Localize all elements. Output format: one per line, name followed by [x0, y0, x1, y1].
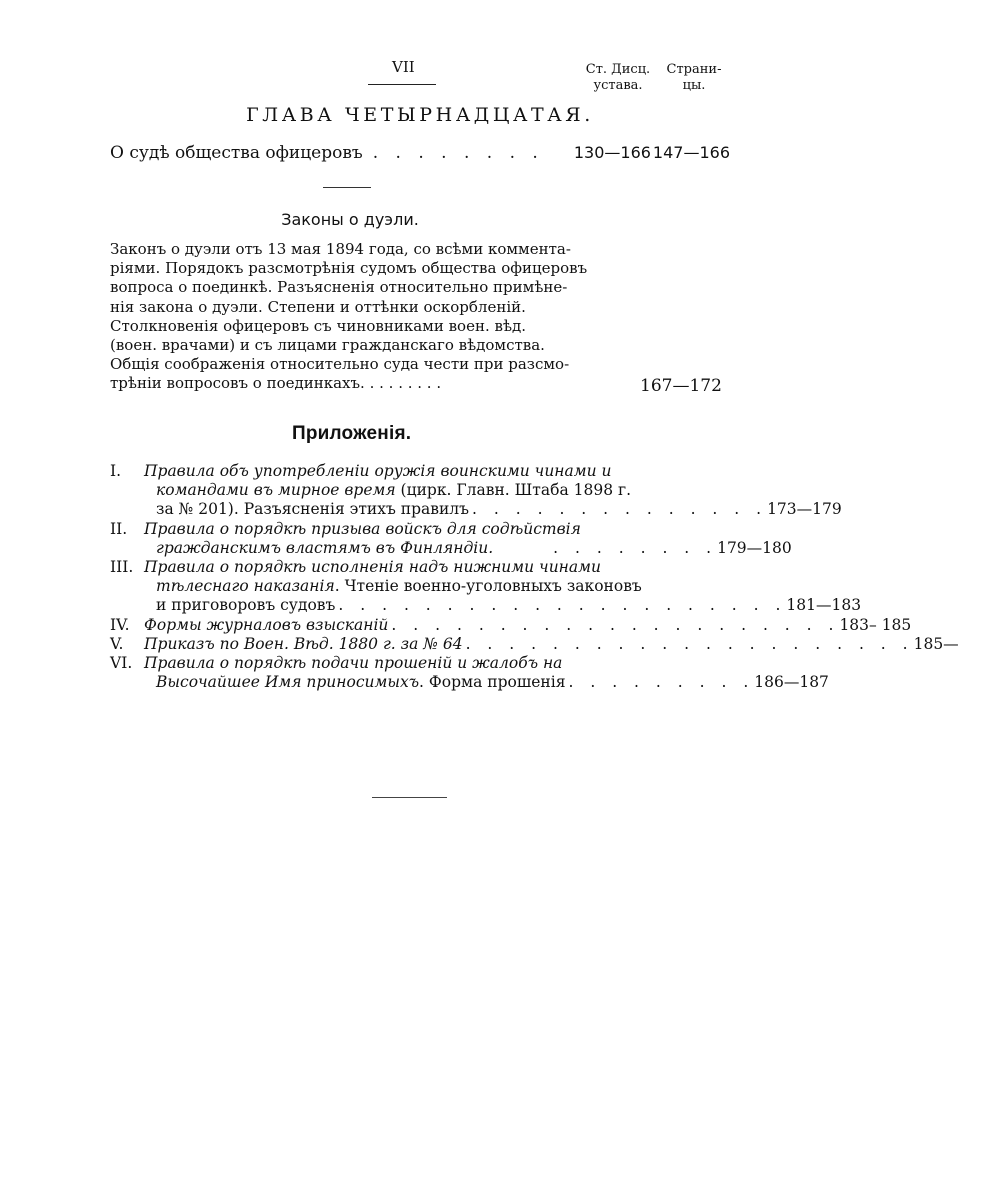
duel-line: Столкновенія офицеровъ съ чиновниками воен. вѣд. — [110, 316, 526, 335]
appendix-number: I. — [110, 462, 122, 480]
appendix-number: IV. — [110, 615, 130, 634]
appendices-heading: Приложенія. — [292, 423, 412, 444]
appendix-pages: 181—183 — [786, 596, 862, 615]
appendix-text: и приговоровъ судовъ — [156, 596, 336, 615]
duel-line: ріями. Порядокъ разсмотрѣнія судомъ общества офицеровъ — [110, 259, 588, 278]
end-rule — [372, 797, 447, 798]
duel-line: нія закона о дуэли. Степени и оттѣнки оскорбленій. — [110, 297, 526, 316]
appendix-pages: 183– 185 — [839, 615, 912, 634]
column-header-articles — [585, 62, 651, 94]
appendix-text: за № 201). Разъясненія этихъ правилъ — [156, 500, 470, 519]
appendix-title-cont: командами въ мирное время — [156, 481, 396, 500]
appendix-item-4: IV. Формы журналовъ взысканій . . . . . . . . . . . . . . . . . . . . . 183– 185 — [110, 616, 732, 635]
appendix-title-cont: тѣлеснаго наказанія — [156, 577, 335, 596]
appendix-title: Правила о порядкѣ исполненія надъ нижними чинами — [144, 558, 601, 577]
column-header-pages-line1: Страни- — [666, 62, 722, 77]
appendix-pages: 173—179 — [767, 500, 842, 519]
appendix-item-3: III. Правила о порядкѣ исполненія надъ нижними чинами тѣлеснаго наказанія. Чтеніе военно-уголовныхъ законовъ и приговоровъ судовъ . . . . . . . . . . . . . . . . . . . . . 181—183 — [110, 558, 732, 616]
appendix-title-cont: Высочайшее Имя приносимыхъ — [156, 673, 420, 692]
appendix-title: Формы журналовъ взысканій — [144, 615, 389, 634]
duel-line: трѣніи вопросовъ о поединкахъ. . . . . . . . . — [110, 374, 442, 393]
page-number: VII — [392, 58, 415, 76]
duel-description — [110, 240, 590, 394]
chapter-entry-articles: 130—166 — [573, 143, 651, 162]
chapter-entry-pages: 147—166 — [652, 143, 730, 162]
appendix-title: Правила объ употребленіи оружія воинскими чинами и — [144, 462, 612, 480]
chapter-entry-text: О судѣ общества офицеровъ — [110, 143, 363, 163]
duel-line: Общія соображенія относительно суда чести при разсмо- — [110, 355, 570, 374]
appendix-pages: 185— — [913, 634, 959, 653]
appendix-note: . Форма прошенія — [419, 673, 566, 692]
chapter-entry — [110, 143, 730, 163]
duel-heading: Законы о дуэли. — [281, 210, 419, 229]
duel-line: (воен. врачами) и съ лицами гражданскаго вѣдомства. — [110, 336, 545, 355]
column-header-pages-line2: цы. — [682, 78, 706, 93]
column-header-articles-line1: Ст. Дисц. — [585, 62, 651, 77]
appendix-pages: 186—187 — [754, 673, 829, 692]
appendix-item-6: VI. Правила о порядкѣ подачи прошеній и жалобъ на Высочайшее Имя приносимыхъ. Форма прошенія . . . . . . . . . 186—187 — [110, 654, 732, 692]
appendix-title: Приказъ по Воен. Вѣд. 1880 г. за № 64 — [144, 634, 463, 653]
chapter-entry-dots: . . . . . . . . — [372, 143, 544, 163]
duel-line: вопроса о поединкѣ. Разъясненія относительно примѣне- — [110, 278, 568, 297]
page-number-rule — [368, 84, 436, 85]
appendix-title: Правила о порядкѣ призыва войскъ для содѣйствія — [144, 519, 581, 538]
appendix-number: VI. — [110, 654, 133, 673]
appendix-pages: 179—180 — [717, 538, 792, 557]
appendix-number: II. — [110, 519, 128, 538]
appendix-note: . Чтеніе военно-уголовныхъ законовъ — [334, 577, 642, 596]
chapter-title: ГЛАВА ЧЕТЫРНАДЦАТАЯ. — [246, 104, 594, 126]
appendix-number: V. — [110, 634, 124, 653]
appendix-list — [110, 462, 959, 692]
appendix-title: Правила о порядкѣ подачи прошеній и жалобъ на — [144, 654, 563, 673]
appendix-item-5: V. Приказъ по Воен. Вѣд. 1880 г. за № 64 . . . . . . . . . . . . . . . . . . . . . 185— — [110, 635, 732, 654]
appendix-title-cont: гражданскимъ властямъ въ Финляндіи. — [156, 538, 494, 557]
appendix-item-2: II. Правила о порядкѣ призыва войскъ для содѣйствія гражданскимъ властямъ въ Финляндіи. . . . . . . . . 179—180 — [110, 520, 732, 558]
appendix-note: (цирк. Главн. Штаба 1898 г. — [395, 481, 632, 500]
duel-line: Законъ о дуэли отъ 13 мая 1894 года, со всѣми коммента- — [110, 240, 571, 258]
column-header-pages — [660, 62, 728, 94]
section-divider — [323, 187, 371, 188]
duel-pages: 167—172 — [640, 376, 722, 396]
appendix-number: III. — [110, 558, 134, 577]
appendix-item-1: I. Правила объ употребленіи оружія воинскими чинами и командами въ мирное время (цирк. Главн. Штаба 1898 г. за № 201). Разъясненія этихъ правилъ . . . . . . . . . . . . . . 173—179 — [110, 462, 732, 520]
column-header-articles-line2: устава. — [593, 78, 643, 93]
